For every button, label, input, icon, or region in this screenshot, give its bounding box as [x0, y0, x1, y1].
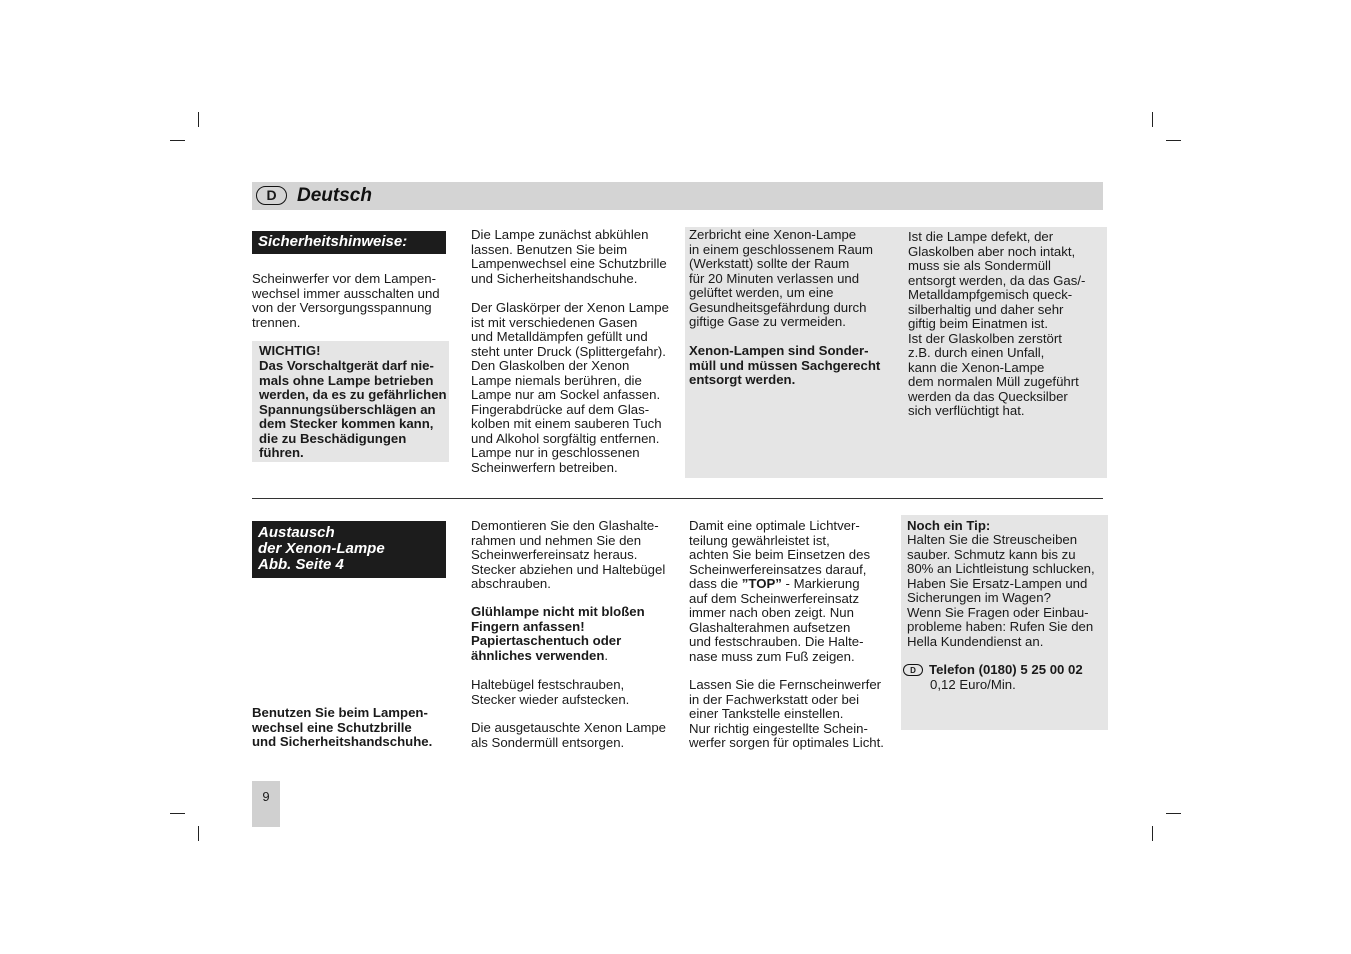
language-title: Deutsch	[297, 185, 372, 206]
tip-text: Halten Sie die Streuscheiben sauber. Schmutz kann bis zu 80% an Lichtleistung schlucken, Haben Sie Ersatz-Lampen und Sicherungen im Wagen? Wenn Sie Fragen oder Einbau- probleme haben: Rufen Sie den Hella Kundendienst an.	[907, 532, 1095, 649]
replacement-heading	[252, 521, 446, 578]
headlamp-adjust-text: Lassen Sie die Fernscheinwerfer in der Fachwerkstatt oder bei einer Tankstelle einstellen. Nur richtig eingestellte Schein- werfer sorgen für optimales Licht.	[689, 677, 884, 750]
crop-mark	[1166, 813, 1181, 814]
defect-lamp-text: Ist die Lampe defekt, der Glaskolben aber noch intakt, muss sie als Sondermüll entsorgt werden, da das Gas/- Metalldampfgemisch queck- silberhaltig und daher sehr giftig beim Einatmen ist. Ist der Glaskolben zerstört z.B. durch einen Unfall, kann die Xenon-Lampe dem normalen Müll zugeführt werden da das Quecksilber sich verflüchtigt hat.	[908, 229, 1086, 418]
no-bare-fingers-text	[471, 605, 676, 663]
light-distribution-part-a: Damit eine optimale Lichtver- teilung gewährleistet ist, achten Sie beim Einsetzen des Scheinwerfereinsatzes darauf, dass die	[689, 518, 871, 591]
section-divider	[252, 498, 1103, 499]
crop-mark	[1152, 826, 1153, 841]
disposal-text: Die ausgetauschte Xenon Lampe als Sondermüll entsorgen.	[471, 720, 667, 750]
dismount-text: Demontieren Sie den Glashalte- rahmen und nehmen Sie den Scheinwerfereinsatz heraus. Stecker abziehen und Haltebügel abschrauben.	[471, 518, 666, 591]
crop-mark	[170, 813, 185, 814]
no-bare-fingers-end: .	[604, 647, 609, 663]
crop-mark	[170, 140, 185, 141]
mount-bracket-text: Haltebügel festschrauben, Stecker wieder aufstecken.	[471, 677, 630, 707]
no-bare-fingers-bold: Glühlampe nicht mit bloßen Fingern anfassen! Papiertaschentuch oder ähnliches verwenden	[471, 604, 645, 663]
broken-lamp-text: Zerbricht eine Xenon-Lampe in einem geschlossenem Raum (Werkstatt) sollte der Raum für 20 Minuten verlassen und gelüftet werden, um eine Gesundheitsgefährdung durch giftige Gase zu vermeiden.	[689, 227, 873, 329]
light-distribution-text	[689, 519, 894, 664]
phone-line	[903, 663, 1083, 678]
crop-mark	[198, 826, 199, 841]
light-distribution-part-b: - Markierung auf dem Scheinwerfereinsatz immer nach oben zeigt. Nun Glashalterahmen aufsetzen und festschrauben. Die Halte- nase muss zum Fuß zeigen.	[689, 576, 864, 664]
glass-body-text: Der Glaskörper der Xenon Lampe ist mit verschiedenen Gasen und Metalldämpfen gefüllt und steht unter Druck (Splittergefahr). Den Glaskolben der Xenon Lampe niemals berühren, die Lampe nur am Sockel anfassen. Fingerabdrücke auf dem Glas- kolben mit einem sauberen Tuch und Alkohol sorgfältig entfernen. Lampe nur in geschlossenen Scheinwerfern betreiben.	[471, 300, 669, 475]
page-number: 9	[252, 781, 280, 827]
warning-text: Das Vorschaltgerät darf nie- mals ohne Lampe betrieben werden, da es zu gefährlichen Spannungsüberschlägen an dem Stecker kommen kann, die zu Beschädigungen führen.	[259, 358, 447, 460]
cooling-text: Die Lampe zunächst abkühlen lassen. Benutzen Sie beim Lampenwechsel eine Schutzbrille und Sicherheitshandschuhe.	[471, 227, 667, 286]
replacement-heading-line-1: Austausch	[258, 524, 335, 541]
protective-gear-text: Benutzen Sie beim Lampen- wechsel eine Schutzbrille und Sicherheitshandschuhe.	[252, 705, 433, 749]
replacement-heading-line-3: Abb. Seite 4	[258, 556, 344, 573]
safety-heading: Sicherheitshinweise:	[252, 231, 446, 254]
tip-title: Noch ein Tip:	[907, 518, 991, 533]
language-header-bar	[252, 182, 1103, 210]
safety-intro-text: Scheinwerfer vor dem Lampen- wechsel immer ausschalten und von der Versorgungsspannung trennen.	[252, 271, 440, 330]
crop-mark	[1152, 112, 1153, 127]
replacement-heading-line-2: der Xenon-Lampe	[258, 540, 385, 557]
crop-mark	[1166, 140, 1181, 141]
tip-box	[901, 515, 1108, 730]
crop-mark	[198, 112, 199, 127]
phone-number: Telefon (0180) 5 25 00 02	[929, 662, 1083, 677]
country-badge-icon: D	[903, 664, 923, 676]
language-badge: D	[256, 186, 287, 205]
hazardous-waste-text: Xenon-Lampen sind Sonder- müll und müssen Sachgerecht entsorgt werden.	[689, 343, 881, 387]
warning-title: WICHTIG!	[259, 343, 321, 358]
top-marking: ”TOP”	[741, 576, 782, 591]
warning-box	[252, 341, 449, 462]
phone-price: 0,12 Euro/Min.	[930, 677, 1016, 692]
